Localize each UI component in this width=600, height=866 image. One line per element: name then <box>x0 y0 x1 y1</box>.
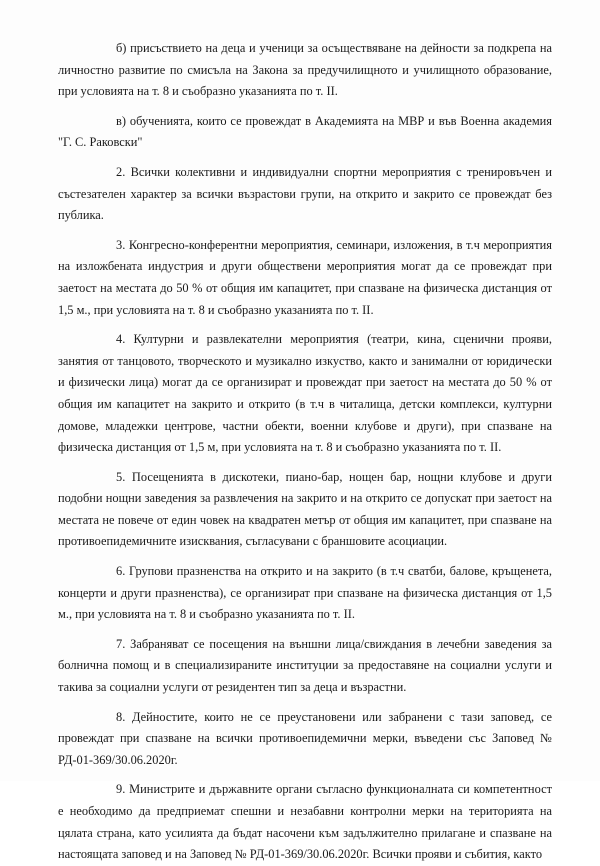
paragraph-4-cultural-events: 4. Културни и развлекателни мероприятия (театри, кина, сценични прояви, занятия от танцовото, творческото и музикално изкуство, както и занимални от юридически и физически лица) могат да се организират и провеждат при заетост на местата до 50 % от общия им капацитет на закрито и открито (в т.ч в читалища, детски комплекси, културни домове, младежки центрове, частни обекти, военни клубове и други), при спазване на физическа дистанция от 1,5 м, при условията на т. 8 и съобразно указанията по т. II. <box>58 332 552 455</box>
paragraph-3-congress-events: 3. Конгресно-конферентни мероприятия, семинари, изложения, в т.ч мероприятия на изложбената индустрия и други обществени мероприятия могат да се провеждат при заетост на местата до 50 % от общия им капацитет, при спазване на физическа дистанция от 1,5 м., при условията на т. 8 и съобразно указанията по т. II. <box>58 237 552 317</box>
paragraph-1c-academy-trainings: в) обученията, които се провеждат в Академията на МВР и във Военна академия "Г. С. Раковски" <box>58 113 552 150</box>
paragraph-8-other-activities: 8. Дейностите, които не се преустановени или забранени с тази заповед, се провеждат при спазване на всички противоепидемични мерки, въведени със Заповед № РД-01-369/30.06.2020г. <box>58 709 552 767</box>
paragraph-1b-children-development: б) присъствието на деца и ученици за осъществяване на дейности за подкрепа на личностно развитие по смисъла на Закона за предучилищното и училищното образование, при условията на т. 8 и съобразно указанията по т. II. <box>58 41 552 99</box>
paragraph-9-ministers-control: 9. Министрите и държавните органи съгласно функционалната си компетентност е необходимо да предприемат спешни и незабавни контролни мерки на територията на цялата страна, като усилията да бъдат насочени към задължително прилагане и спазване на настоящата заповед и на Заповед № РД-01-369/30.06.2020г. Всички прояви и събития, както <box>58 782 552 862</box>
paragraph-5-nightclubs: 5. Посещенията в дискотеки, пиано-бар, нощен бар, нощни клубове и други подобни нощни заведения за развлечения на закрито и на открито се допускат при заетост на местата не повече от един човек на квадратен метър от общия им капацитет, при спазване на противоепидемичните изисквания, съгласувани с браншовите асоциации. <box>58 469 552 549</box>
paragraph-7-visits-ban: 7. Забраняват се посещения на външни лица/свиждания в лечебни заведения за болнична помощ и в специализираните институции за предоставяне на социални услуги и такива за социални услуги от резидентен тип за деца и възрастни. <box>58 636 552 695</box>
paragraph-2-sports-events: 2. Всички колективни и индивидуални спортни мероприятия с тренировъчен и състезателен характер за всички възрастови групи, на открито и закрито се провеждат без публика. <box>58 164 552 223</box>
paragraph-6-group-celebrations: 6. Групови празненства на открито и на закрито (в т.ч сватби, балове, кръщенета, концерти и други празненства), се организират при спазване на физическа дистанция от 1,5 м., при условията на т. 8 и съобразно указанията по т. II. <box>58 564 552 622</box>
